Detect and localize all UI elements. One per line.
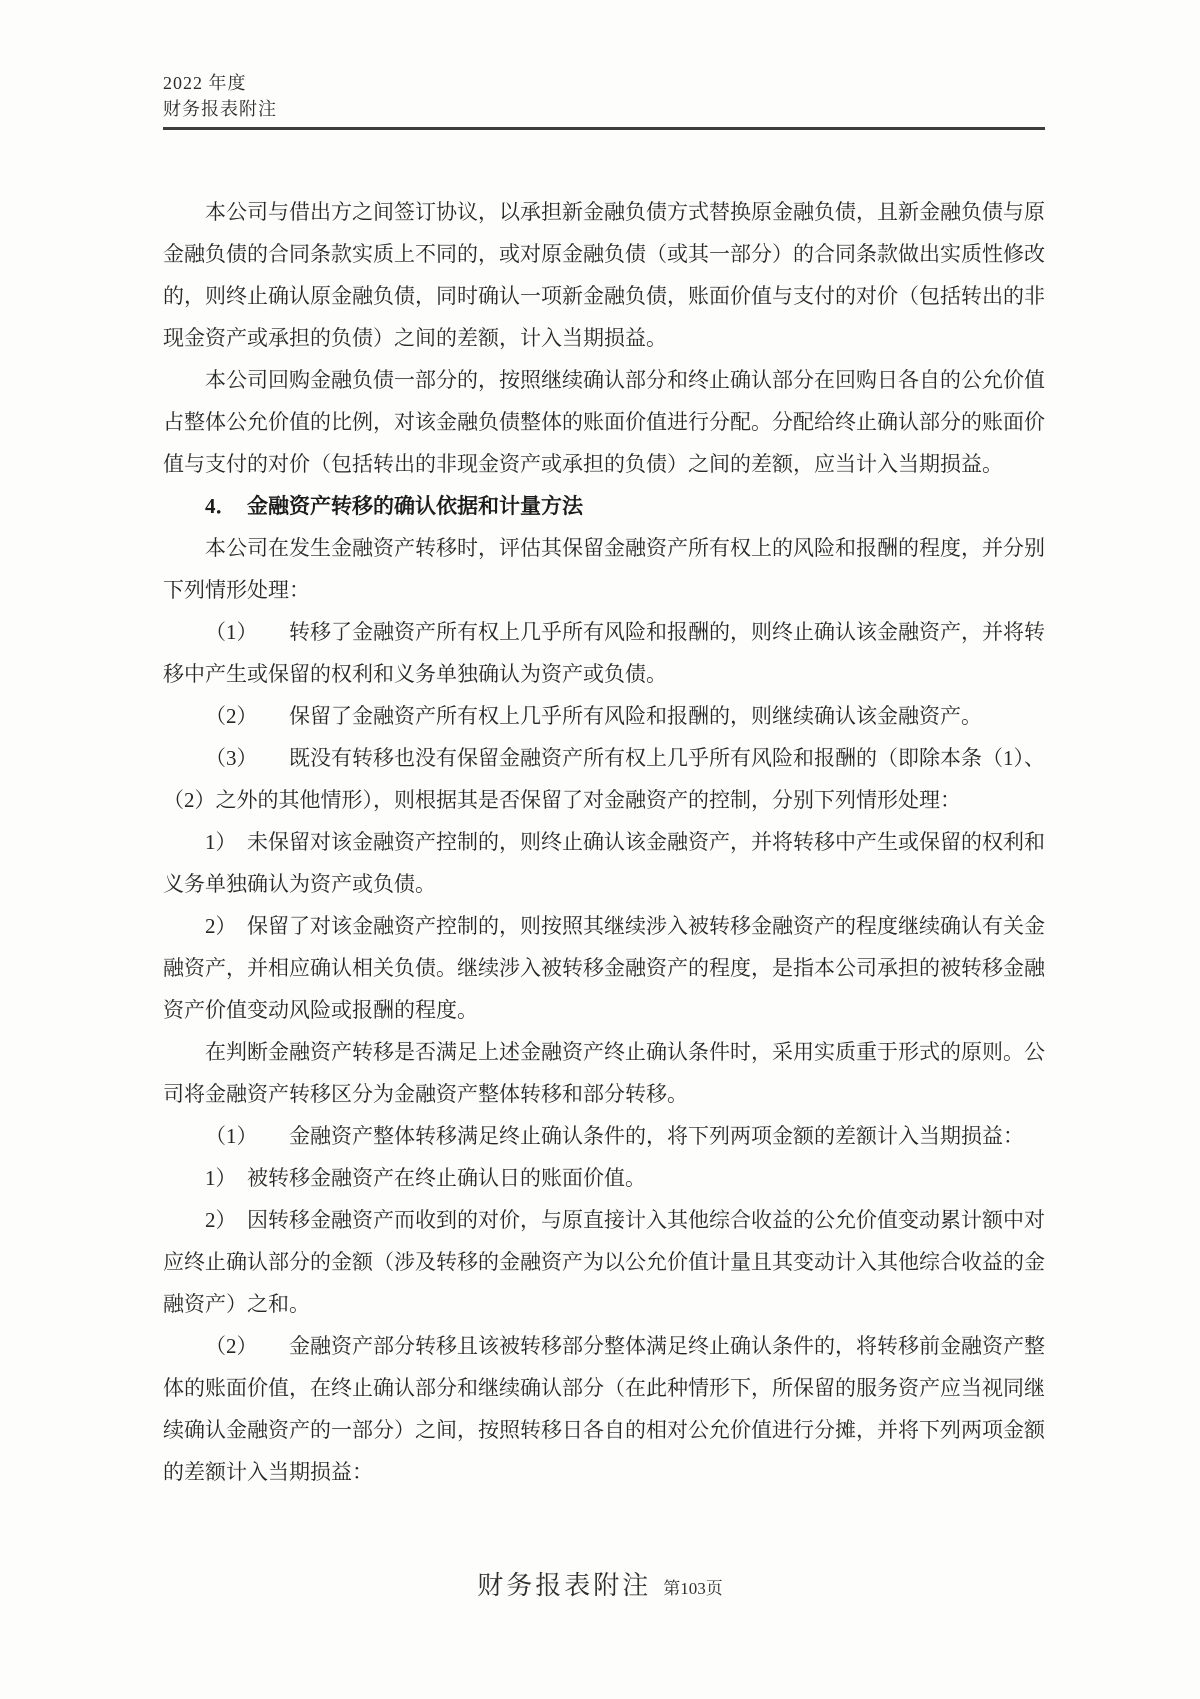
body-paragraph: 1） 被转移金融资产在终止确认日的账面价值。 [205, 1166, 646, 1190]
body-paragraph: 2） 因转移金融资产而收到的对价，与原直接计入其他综合收益的公允价值变动累计额中对应终止确认部分的金额（涉及转移的金融资产为以公允价值计量且其变动计入其他综合收益的金融资产）之和。 [163, 1208, 1045, 1316]
header-year-line: 2022 年度 [163, 73, 247, 93]
page-footer [0, 1565, 1200, 1602]
body-paragraph: （2） 金融资产部分转移且该被转移部分整体满足终止确认条件的，将转移前金融资产整体的账面价值，在终止确认部分和继续确认部分（在此种情形下，所保留的服务资产应当视同继续确认金融资产的一部分）之间，按照转移日各自的相对公允价值进行分摊，并将下列两项金额的差额计入当期损益： [163, 1334, 1045, 1484]
body-paragraph: 本公司与借出方之间签订协议，以承担新金融负债方式替换原金融负债，且新金融负债与原金融负债的合同条款实质上不同的，或对原金融负债（或其一部分）的合同条款做出实质性修改的，则终止确认原金融负债，同时确认一项新金融负债，账面价值与支付的对价（包括转出的非现金资产或承担的负债）之间的差额，计入当期损益。 [163, 200, 1045, 350]
footer-page-number: 第103页 [663, 1579, 723, 1598]
body-paragraph: 2） 保留了对该金融资产控制的，则按照其继续涉入被转移金融资产的程度继续确认有关金融资产，并相应确认相关负债。继续涉入被转移金融资产的程度，是指本公司承担的被转移金融资产价值变动风险或报酬的程度。 [163, 914, 1045, 1022]
body-paragraph: （1） 金融资产整体转移满足终止确认条件的，将下列两项金额的差额计入当期损益： [205, 1124, 1024, 1148]
body-paragraph: 本公司在发生金融资产转移时，评估其保留金融资产所有权上的风险和报酬的程度，并分别下列情形处理： [163, 536, 1045, 602]
document-body [163, 191, 1045, 1493]
body-paragraph: （2） 保留了金融资产所有权上几乎所有风险和报酬的，则继续确认该金融资产。 [205, 704, 982, 728]
body-paragraph: 1） 未保留对该金融资产控制的，则终止确认该金融资产，并将转移中产生或保留的权利和义务单独确认为资产或负债。 [163, 830, 1045, 896]
body-paragraph: （1） 转移了金融资产所有权上几乎所有风险和报酬的，则终止确认该金融资产，并将转移中产生或保留的权利和义务单独确认为资产或负债。 [163, 620, 1045, 686]
footer-title: 财务报表附注 [477, 1571, 652, 1600]
section-heading: 4． 金融资产转移的确认依据和计量方法 [205, 494, 583, 518]
body-paragraph: （3） 既没有转移也没有保留金融资产所有权上几乎所有风险和报酬的（即除本条（1）、（2）之外的其他情形），则根据其是否保留了对金融资产的控制，分别下列情形处理： [163, 746, 1045, 812]
header-divider [163, 127, 1045, 130]
body-paragraph: 在判断金融资产转移是否满足上述金融资产终止确认条件时，采用实质重于形式的原则。公司将金融资产转移区分为金融资产整体转移和部分转移。 [163, 1040, 1045, 1106]
page-header [163, 70, 1045, 130]
header-title-line: 财务报表附注 [163, 99, 277, 119]
body-paragraph: 本公司回购金融负债一部分的，按照继续确认部分和终止确认部分在回购日各自的公允价值占整体公允价值的比例，对该金融负债整体的账面价值进行分配。分配给终止确认部分的账面价值与支付的对价（包括转出的非现金资产或承担的负债）之间的差额，应当计入当期损益。 [163, 368, 1045, 476]
